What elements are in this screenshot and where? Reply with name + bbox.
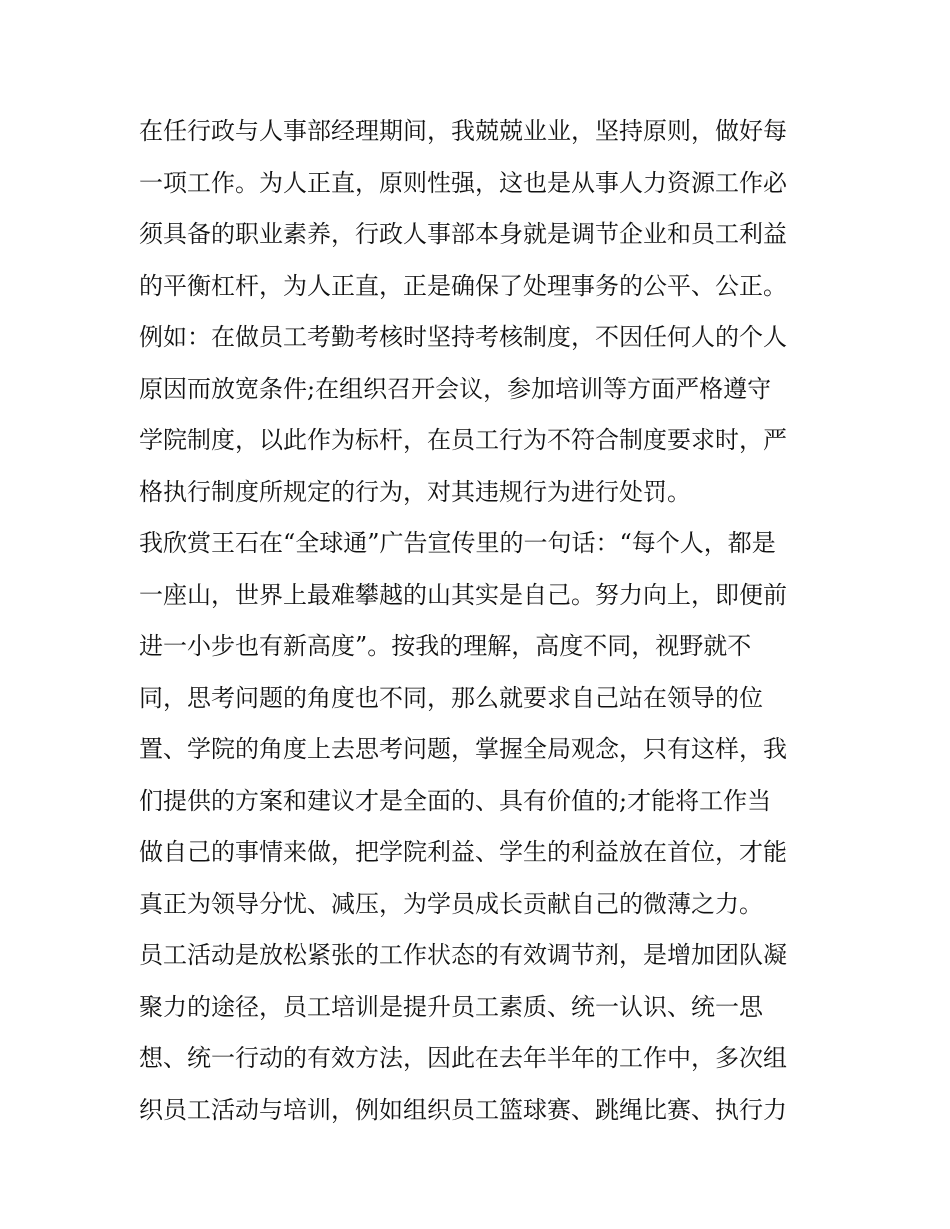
text-line: 进一小步也有新高度”。按我的理解，高度不同，视野就不 (139, 632, 752, 660)
text-line: 例如：在做员工考勤考核时坚持考核制度，不因任何人的个人 (139, 323, 787, 351)
text-line: 一项工作。为人正直，原则性强，这也是从事人力资源工作必 (139, 168, 787, 197)
document-body (139, 106, 819, 1136)
text-line: 原因而放宽条件;在组织召开会议，参加培训等方面严格遵守 (139, 374, 772, 403)
text-line: 置、学院的角度上去思考问题，掌握全局观念，只有这样，我 (139, 735, 787, 763)
text-line: 的平衡杠杆，为人正直，正是确保了处理事务的公平、公正。 (139, 271, 787, 300)
text-line: 聚力的途径，员工培训是提升员工素质、统一认识、统一思 (139, 992, 763, 1021)
text-line: 想、统一行动的有效方法，因此在去年半年的工作中，多次组 (139, 1044, 787, 1072)
text-line: 我欣赏王石在“全球通”广告宣传里的一句话：“每个人，都是 (139, 529, 776, 557)
text-line: 员工活动是放松紧张的工作状态的有效调节剂，是增加团队凝 (139, 941, 787, 969)
text-line: 做自己的事情来做，把学院利益、学生的利益放在首位，才能 (139, 838, 787, 866)
text-line: 须具备的职业素养，行政人事部本身就是调节企业和员工利益 (139, 220, 787, 248)
text-line: 一座山，世界上最难攀越的山其实是自己。努力向上，即便前 (139, 580, 787, 609)
text-line: 们提供的方案和建议才是全面的、具有价值的;才能将工作当 (139, 786, 772, 815)
text-line: 格执行制度所规定的行为，对其违规行为进行处罚。 (139, 477, 691, 506)
text-line: 真正为领导分忧、减压，为学员成长贡献自己的微薄之力。 (139, 889, 763, 918)
text-line: 同，思考问题的角度也不同，那么就要求自己站在领导的位 (139, 683, 763, 712)
text-line: 在任行政与人事部经理期间，我兢兢业业，坚持原则，做好每 (139, 117, 787, 145)
text-line: 织员工活动与培训，例如组织员工篮球赛、跳绳比赛、执行力 (139, 1095, 787, 1124)
text-line: 学院制度，以此作为标杆，在员工行为不符合制度要求时，严 (139, 426, 787, 454)
